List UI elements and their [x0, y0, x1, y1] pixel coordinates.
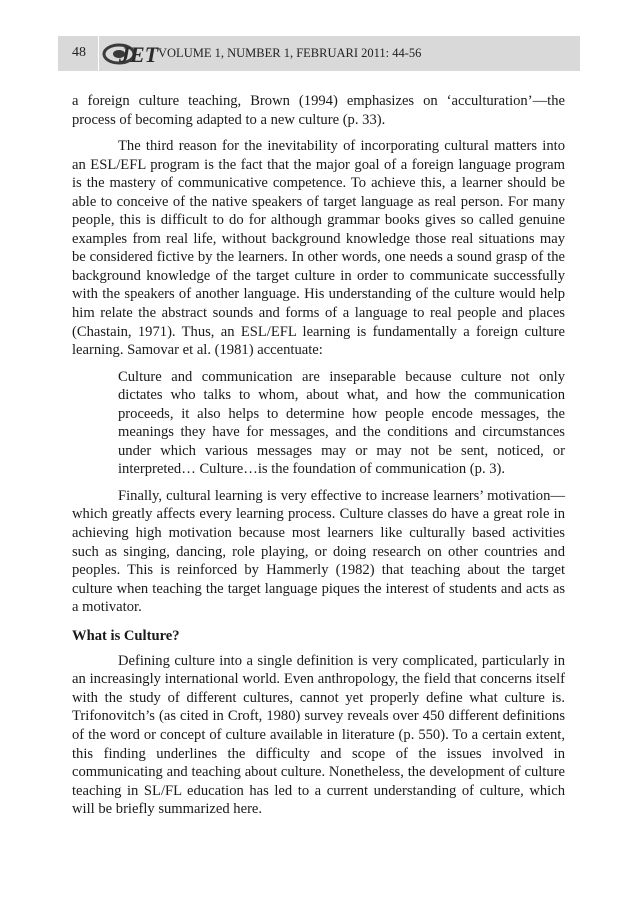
- svg-text:JET: JET: [119, 42, 159, 67]
- running-header: [58, 36, 580, 71]
- paragraph-continued: a foreign culture teaching, Brown (1994) emphasizes on ‘acculturation’—the process of becoming adapted to a new culture (p. 33).: [72, 93, 565, 128]
- page-number: 48: [72, 45, 86, 60]
- paragraph-motivation: Finally, cultural learning is very effective to increase learners’ motivation—which greatly affects every learning process. Culture classes do have a great role in achieving high motivation because most learners like culturally based activities such as singing, dancing, role playing, or doing research on other countries and peoples. This is reinforced by Hammerly (1982) that teaching about the target culture when teaching the target language piques the interest of students and acts as a motivator.: [72, 487, 565, 616]
- paragraph-defining-culture: Defining culture into a single definition is very complicated, particularly in an increasingly international world. Even anthropology, the field that concerns itself with the study of different cultures, cannot yet properly define what culture is. Trifonovitch’s (as cited in Croft, 1980) survey reveals over 450 different definitions of the word or concept of culture available in literature (p. 550). To a certain extent, this finding underlines the difficulty and scope of the issues involved in communicating and teaching about culture. Nonetheless, the development of culture teaching in SL/FL education has led to a current understanding of culture, which will be briefly summarized here.: [72, 652, 565, 818]
- article-body: [72, 92, 565, 819]
- block-quote: Culture and communication are inseparable because culture not only dictates who talks to whom, about what, and how the communication proceeds, it also helps to determine how people encode messages, the meanings they have for messages, and the conditions and circumstances under which various messages may or may not be sent, noticed, or interpreted… Culture…is the foundation of communication (p. 3).: [118, 368, 565, 478]
- section-heading: What is Culture?: [72, 627, 180, 644]
- jet-logo: [102, 41, 159, 67]
- paragraph-third-reason: The third reason for the inevitability of incorporating cultural matters into an ESL/EFL program is the fact that the major goal of a foreign language program is the mastery of communicative competence. To achieve this, a learner should be able to conceive of the native speakers of target language as real person. For many people, this is difficult to do for although grammar books gives so called genuine examples from real life, without background knowledge those real situations may be considered fictive by the learners. In other words, one needs a sound grasp of the background knowledge of the target culture in order to communicate successfully with the speakers of another language. His understanding of the culture would help him relate the abstract sounds and forms of a language to real people and places (Chastain, 1971). Thus, an ESL/EFL learning is fundamentally a foreign culture learning. Samovar et al. (1981) accentuate:: [72, 138, 565, 359]
- header-divider: [98, 36, 99, 71]
- volume-info: VOLUME 1, NUMBER 1, FEBRUARI 2011: 44-56: [158, 46, 422, 60]
